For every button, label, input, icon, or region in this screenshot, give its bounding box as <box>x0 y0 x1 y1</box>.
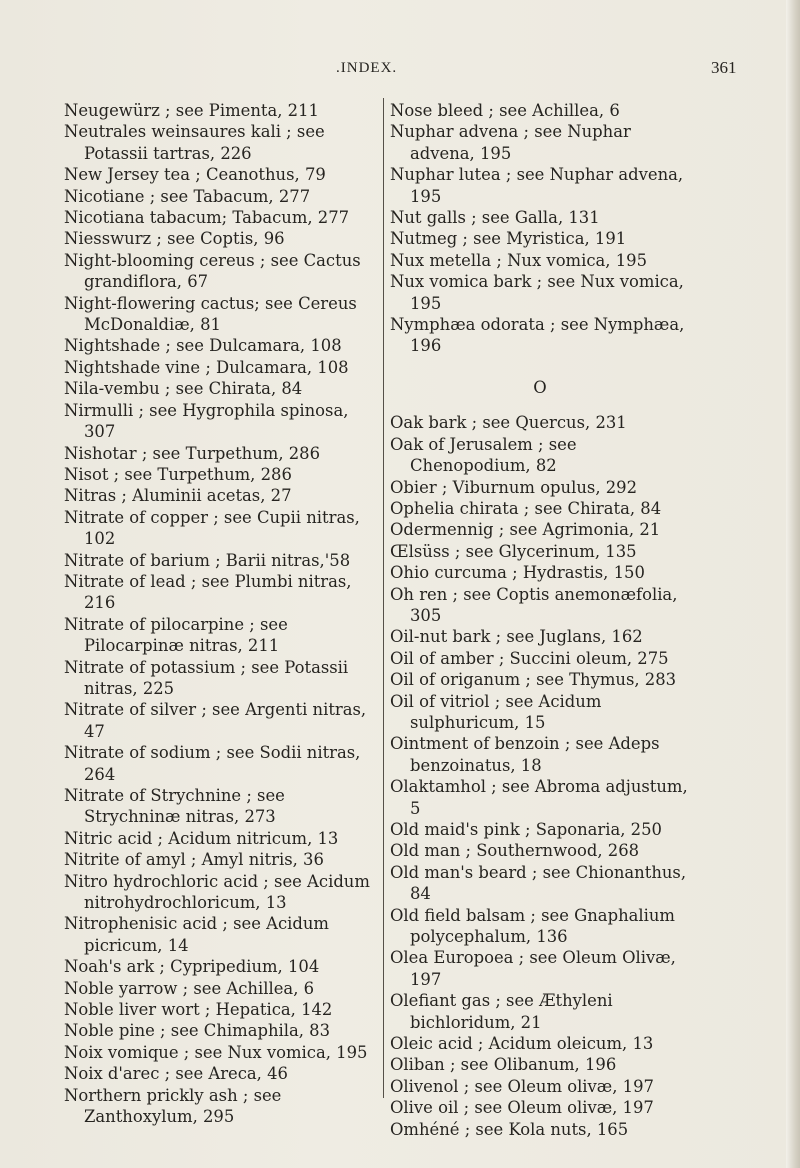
index-entry: Nitrate of lead ; see Plumbi nitras, 216 <box>64 571 352 613</box>
index-entry: Nut galls ; see Galla, 131 <box>390 208 600 228</box>
index-entry: Noble pine ; see Chimaphila, 83 <box>64 1021 331 1041</box>
page-number: 361 <box>711 58 737 77</box>
index-entry: Noix d'arec ; see Areca, 46 <box>64 1064 288 1084</box>
index-entry: Oleic acid ; Acidum oleicum, 13 <box>390 1034 654 1054</box>
index-entry: Nitrite of amyl ; Amyl nitris, 36 <box>64 850 324 870</box>
index-entry: Olaktamhol ; see Abroma adjustum, 5 <box>390 777 688 818</box>
index-entry: Nila-vembu ; see Chirata, 84 <box>64 379 303 399</box>
right-column-n-entries <box>390 100 690 357</box>
index-entry: Olivenol ; see Oleum olivæ, 197 <box>390 1076 654 1096</box>
index-entry: Niesswurz ; see Coptis, 96 <box>64 229 285 249</box>
index-entry: Old man ; Southernwood, 268 <box>390 841 640 861</box>
index-entry: Nuphar advena ; see Nuphar advena, 195 <box>390 122 631 163</box>
index-entry: Oil-nut bark ; see Juglans, 162 <box>390 627 643 647</box>
section-letter: O <box>533 377 547 397</box>
index-entry: Neutrales weinsaures kali ; see Potassii tartras, 226 <box>64 122 325 163</box>
index-entry: Nitrate of copper ; see Cupii nitras, 102 <box>64 507 360 549</box>
index-entry: Nirmulli ; see Hygrophila spinosa, 307 <box>64 400 349 442</box>
index-entry: Omhéné ; see Kola nuts, 165 <box>390 1119 629 1139</box>
index-entry: Oak bark ; see Quercus, 231 <box>390 413 627 433</box>
index-entry: Œlsüss ; see Glycerinum, 135 <box>390 541 637 561</box>
index-entry: Noble liver wort ; Hepatica, 142 <box>64 1000 333 1020</box>
index-entry: Nishotar ; see Turpethum, 286 <box>64 443 321 463</box>
index-entry: New Jersey tea ; Ceanothus, 79 <box>64 165 326 185</box>
index-entry: Northern prickly ash ; see Zanthoxylum, 295 <box>64 1085 282 1127</box>
index-entry: Olive oil ; see Oleum olivæ, 197 <box>390 1098 654 1118</box>
index-entry: Night-blooming cereus ; see Cactus grandiflora, 67 <box>64 250 361 292</box>
index-entry: Ointment of benzoin ; see Adeps benzoinatus, 18 <box>390 734 660 775</box>
index-entry: Noble yarrow ; see Achillea, 6 <box>64 978 315 998</box>
index-entry: Old maid's pink ; Saponaria, 250 <box>390 820 662 839</box>
index-entry: Nightshade ; see Dulcamara, 108 <box>64 336 342 356</box>
index-entry: Old man's beard ; see Chionanthus, 84 <box>390 862 687 904</box>
index-entry: Nitrophenisic acid ; see Acidum picricum, 14 <box>64 914 329 955</box>
index-entry: Oil of amber ; Succini oleum, 275 <box>390 648 669 668</box>
index-entry: Nicotiana tabacum; Tabacum, 277 <box>64 208 350 228</box>
index-entry: Nitro hydrochloric acid ; see Acidum nitrohydrochloricum, 13 <box>64 871 370 913</box>
index-entry: Obier ; Viburnum opulus, 292 <box>390 477 638 497</box>
index-entry: Odermennig ; see Agrimonia, 21 <box>390 520 661 540</box>
index-entry: Nose bleed ; see Achillea, 6 <box>390 101 620 120</box>
index-entry: Night-flowering cactus; see Cereus McDonaldiæ, 81 <box>64 293 357 335</box>
index-entry: Oliban ; see Olibanum, 196 <box>390 1055 617 1075</box>
index-entry: Noix vomique ; see Nux vomica, 195 <box>64 1042 368 1062</box>
index-entry: Nymphæa odorata ; see Nymphæa, 196 <box>390 315 685 356</box>
page-header <box>0 58 800 82</box>
header-title: .INDEX. <box>336 60 398 76</box>
index-entry: Nux vomica bark ; see Nux vomica, 195 <box>390 272 684 313</box>
column-divider <box>383 98 384 1098</box>
index-entry: Nitrate of potassium ; see Potassii nitras, 225 <box>64 657 349 698</box>
index-entry: Nux metella ; Nux vomica, 195 <box>390 250 648 270</box>
index-entry: Nightshade vine ; Dulcamara, 108 <box>64 357 349 377</box>
index-entry: Olea Europoea ; see Oleum Olivæ, 197 <box>390 948 676 989</box>
index-entry: Ophelia chirata ; see Chirata, 84 <box>390 498 662 518</box>
index-entry: Oil of vitriol ; see Acidum sulphuricum, 15 <box>390 691 602 732</box>
index-entry: Nitric acid ; Acidum nitricum, 13 <box>64 828 339 848</box>
index-entry: Nitrate of Strychnine ; see Strychninæ nitras, 273 <box>64 786 285 827</box>
index-entry: Nisot ; see Turpethum, 286 <box>64 464 292 484</box>
index-entry: Noah's ark ; Cypripedium, 104 <box>64 957 320 977</box>
index-entry: Nitrate of silver ; see Argenti nitras, 47 <box>64 700 367 741</box>
page-edge <box>786 0 800 1168</box>
index-entry: Old field balsam ; see Gnaphalium polycephalum, 136 <box>390 905 675 947</box>
right-column <box>390 100 690 1140</box>
index-entry: Neugewürz ; see Pimenta, 211 <box>64 101 319 120</box>
index-entry: Olefiant gas ; see Æthyleni bichloridum, 21 <box>390 991 613 1032</box>
index-entry: Nuphar lutea ; see Nuphar advena, 195 <box>390 165 684 206</box>
index-entry: Nutmeg ; see Myristica, 191 <box>390 229 627 249</box>
index-entry: Oh ren ; see Coptis anemonæfolia, 305 <box>390 584 678 625</box>
index-entry: Oak of Jerusalem ; see Chenopodium, 82 <box>390 434 577 476</box>
right-column-o-entries <box>390 412 690 1140</box>
index-entry: Nitrate of pilocarpine ; see Pilocarpinæ nitras, 211 <box>64 614 288 656</box>
index-entry: Nitrate of sodium ; see Sodii nitras, 264 <box>64 743 361 784</box>
index-entry: Nitras ; Aluminii acetas, 27 <box>64 486 292 506</box>
left-column <box>64 100 382 1128</box>
index-entry: Oil of origanum ; see Thymus, 283 <box>390 670 677 690</box>
index-entry: Ohio curcuma ; Hydrastis, 150 <box>390 563 645 583</box>
index-entry: Nitrate of barium ; Barii nitras,'58 <box>64 550 351 570</box>
index-entry: Nicotiane ; see Tabacum, 277 <box>64 186 311 206</box>
